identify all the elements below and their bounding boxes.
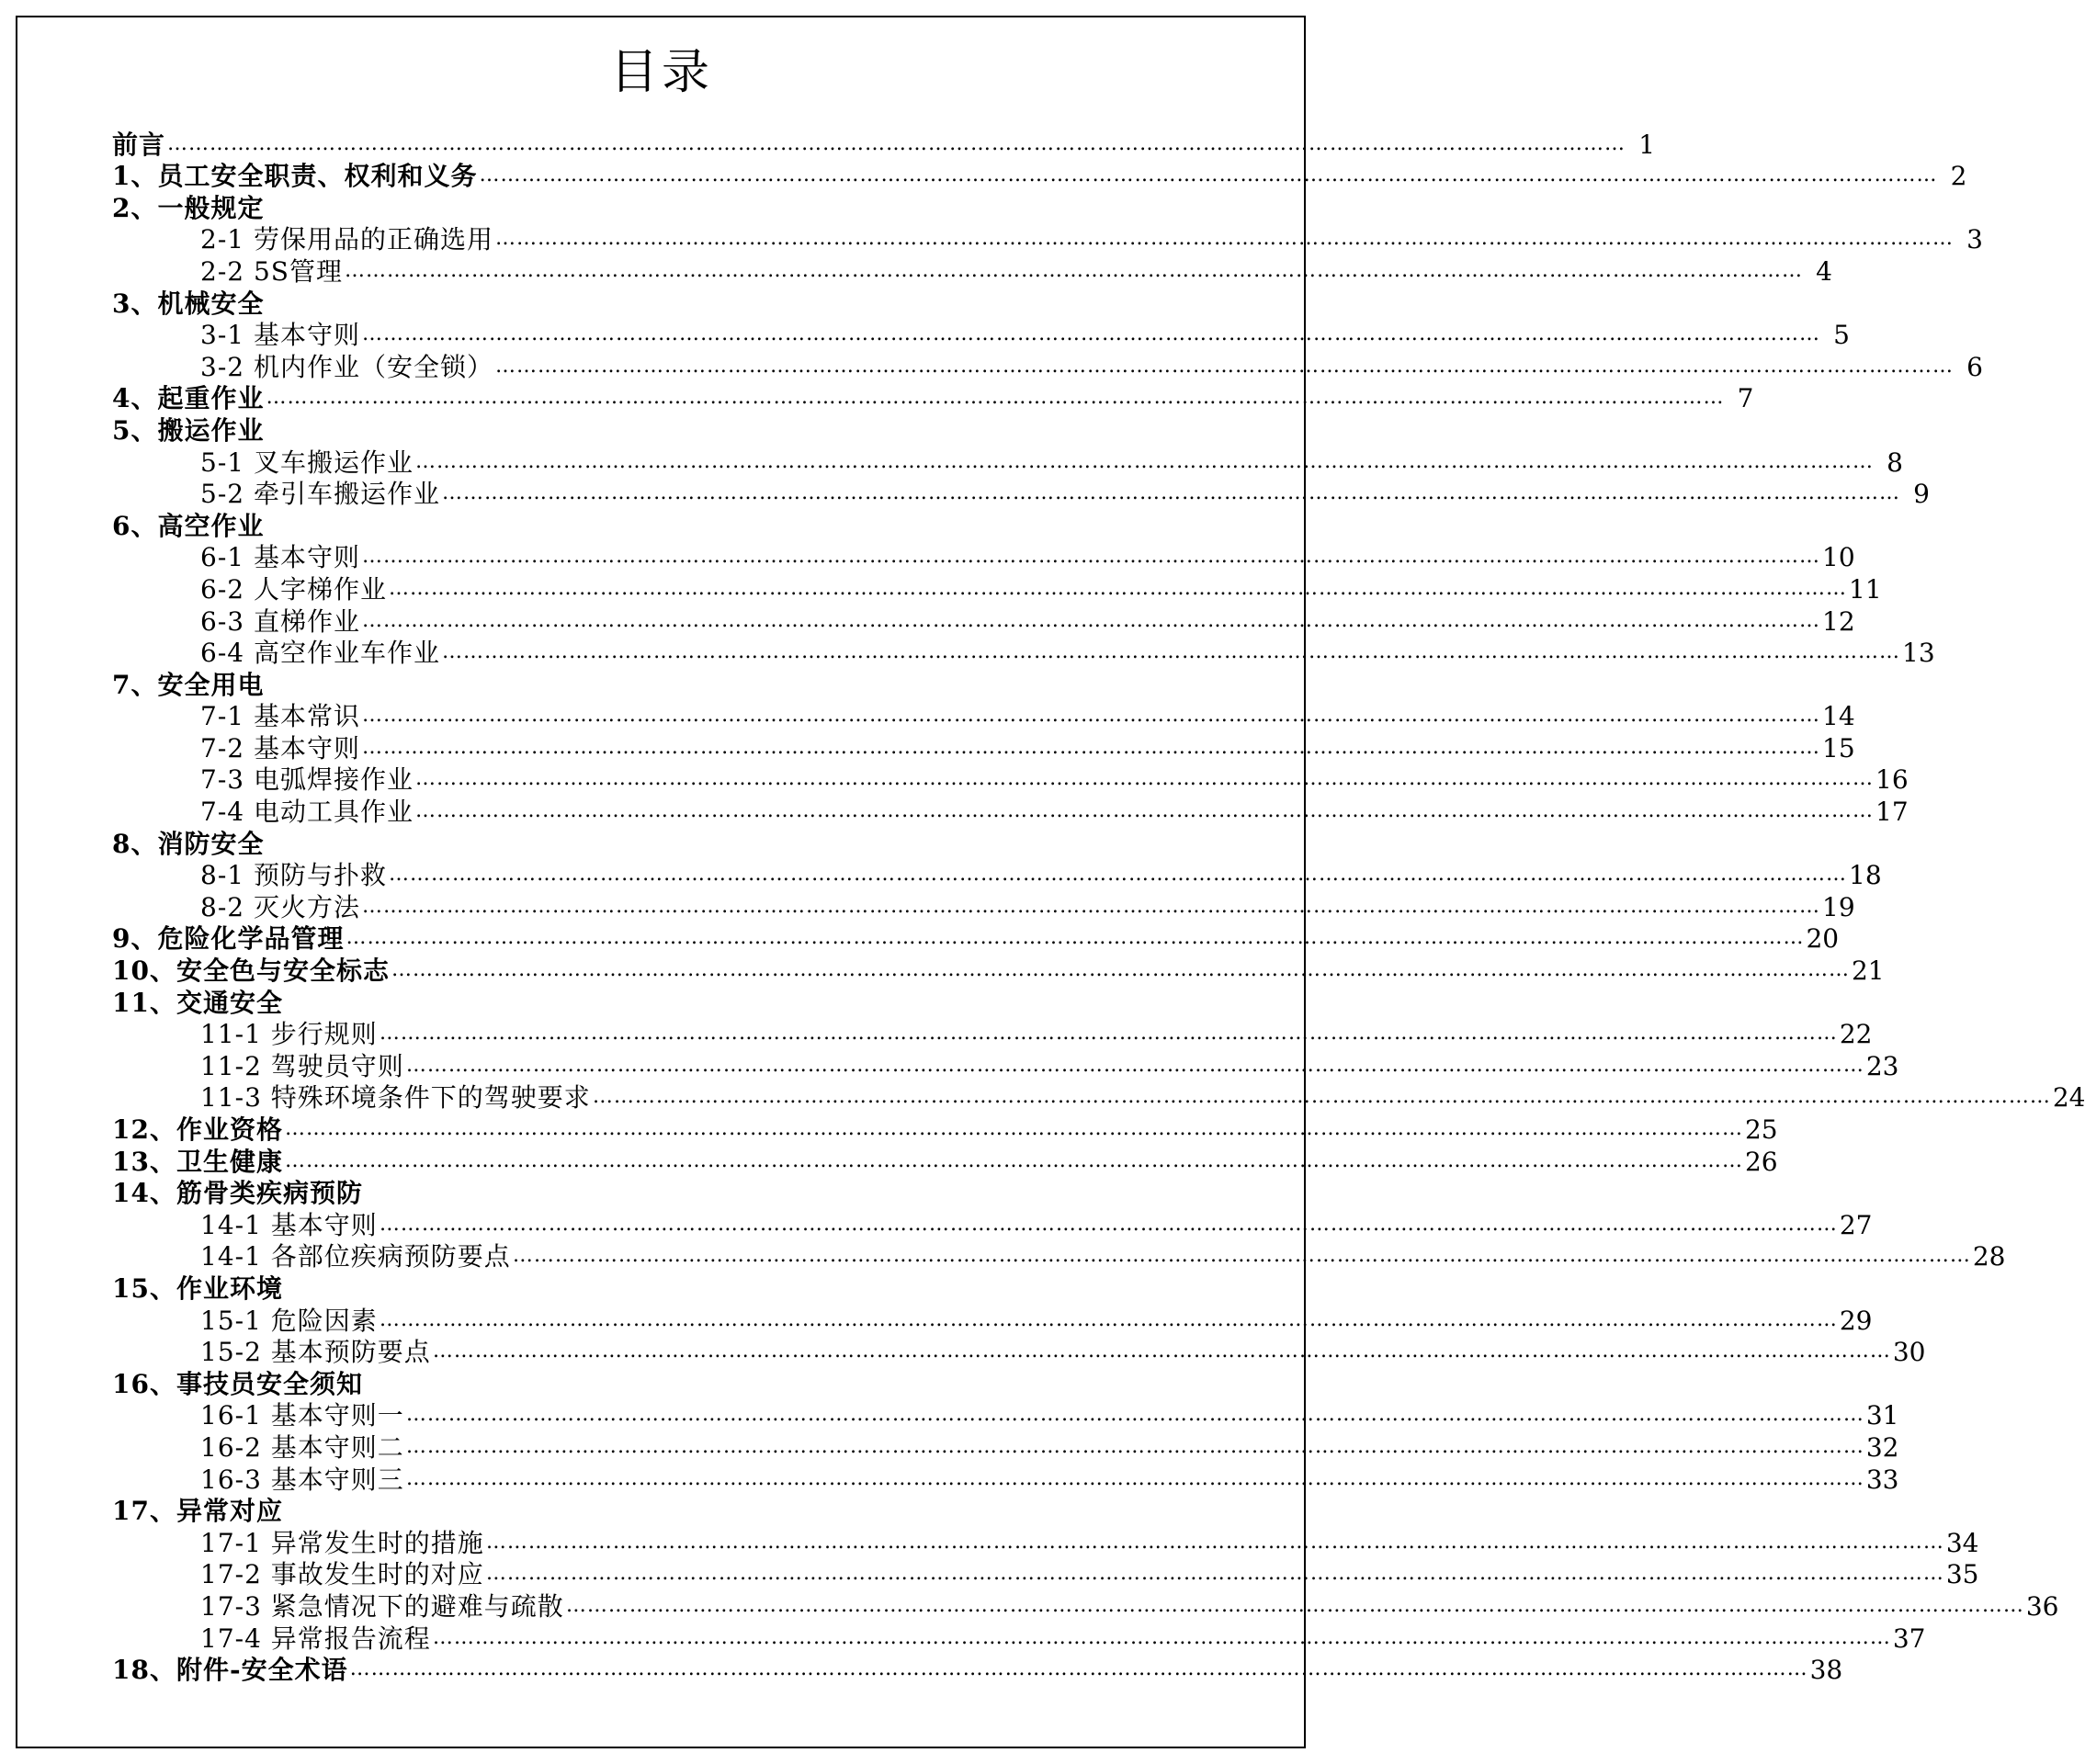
- toc-page-number: 9: [1913, 479, 1930, 510]
- toc-section-entry[interactable]: [112, 1623, 1926, 1655]
- toc-dot-leader: ………………………………………………………………………………………………………………………………………………………………………………………: [349, 1657, 1808, 1681]
- toc-entry-title: 11-1 步行规则: [200, 1019, 378, 1050]
- toc-entry-title: 8-1 预防与扑救: [200, 860, 387, 891]
- toc-page-number: 6: [1966, 351, 1983, 382]
- toc-page-number: 5: [1833, 320, 1850, 351]
- toc-section-entry[interactable]: [112, 1019, 1873, 1051]
- toc-page-number: 1: [1638, 129, 1656, 160]
- toc-page-number: 12: [1822, 605, 1855, 637]
- toc-section-entry[interactable]: [112, 1527, 1979, 1559]
- toc-chapter-entry[interactable]: [112, 1146, 1778, 1178]
- toc-entry-title: 11-2 驾驶员守则: [200, 1050, 404, 1081]
- toc-page-number: 33: [1865, 1464, 1899, 1495]
- toc-section-entry[interactable]: [112, 320, 1850, 352]
- toc-entry-title: 10、安全色与安全标志: [112, 956, 390, 987]
- toc-chapter-entry[interactable]: [112, 987, 1185, 1019]
- toc-section-entry[interactable]: [112, 605, 1855, 638]
- toc-section-entry[interactable]: [112, 1241, 2006, 1273]
- toc-section-entry[interactable]: [112, 573, 1882, 605]
- toc-page-number: 20: [1806, 923, 1840, 955]
- toc-page-number: 14: [1822, 701, 1855, 732]
- toc-page-number: 4: [1816, 255, 1832, 287]
- toc-entry-title: 7、安全用电: [112, 669, 265, 700]
- toc-entry-title: 17、异常对应: [112, 1496, 283, 1527]
- toc-entry-title: 6-3 直梯作业: [200, 605, 360, 637]
- toc-dot-leader: ………………………………………………………………………………………………………………………………………………………………………………………: [362, 704, 1820, 728]
- toc-section-entry[interactable]: [112, 255, 1832, 288]
- page-title: 目录: [609, 45, 713, 100]
- toc-page-number: 34: [1945, 1527, 1979, 1558]
- toc-page-number: 31: [1865, 1400, 1899, 1431]
- toc-dot-leader: ………………………………………………………………………………………………………………………………………………………………………………………: [345, 258, 1803, 282]
- toc-entry-title: 2-1 劳保用品的正确选用: [200, 224, 493, 255]
- toc-entry-title: 6-2 人字梯作业: [200, 573, 387, 605]
- toc-section-entry[interactable]: [112, 732, 1855, 764]
- toc-entry-title: 16-3 基本守则三: [200, 1464, 404, 1495]
- toc-chapter-entry[interactable]: [112, 828, 1185, 860]
- toc-dot-leader: ………………………………………………………………………………………………………………………………………………………………………………………: [389, 863, 1847, 887]
- toc-section-entry[interactable]: [112, 1337, 1926, 1369]
- toc-entry-title: 16-1 基本守则一: [200, 1400, 404, 1431]
- toc-entry-title: 7-3 电弧焊接作业: [200, 764, 414, 796]
- toc-entry-title: 5-1 叉车搬运作业: [200, 447, 414, 478]
- toc-entry-title: 1、员工安全职责、权利和义务: [112, 161, 478, 192]
- toc-entry-title: 2-2 5S管理: [200, 255, 343, 287]
- toc-entry-title: 6、高空作业: [112, 510, 265, 541]
- toc-entry-title: 5-2 牵引车搬运作业: [200, 479, 440, 510]
- toc-entry-title: 17-4 异常报告流程: [200, 1623, 431, 1654]
- toc-chapter-entry[interactable]: [112, 288, 1185, 320]
- toc-page-number: 11: [1849, 573, 1882, 605]
- toc-dot-leader: ………………………………………………………………………………………………………………………………………………………………………………………: [405, 1403, 1864, 1427]
- toc-dot-leader: ………………………………………………………………………………………………………………………………………………………………………………………: [391, 958, 1850, 982]
- toc-entry-title: 3-1 基本守则: [200, 320, 360, 351]
- toc-entry-title: 前言: [112, 129, 166, 160]
- toc-page-number: 32: [1865, 1431, 1899, 1463]
- toc-page-number: 16: [1875, 764, 1909, 796]
- toc-section-entry[interactable]: [112, 796, 1909, 828]
- toc-dot-leader: ………………………………………………………………………………………………………………………………………………………………………………………: [379, 1307, 1838, 1331]
- toc-entry-title: 3、机械安全: [112, 288, 265, 319]
- toc-dot-leader: ………………………………………………………………………………………………………………………………………………………………………………………: [362, 894, 1820, 918]
- toc-page-number: 23: [1865, 1050, 1899, 1081]
- toc-dot-leader: ………………………………………………………………………………………………………………………………………………………………………………………: [592, 1085, 2051, 1109]
- toc-entry-title: 15、作业环境: [112, 1272, 283, 1304]
- toc-dot-leader: ………………………………………………………………………………………………………………………………………………………………………………………: [415, 449, 1874, 473]
- toc-dot-leader: ………………………………………………………………………………………………………………………………………………………………………………………: [362, 735, 1820, 759]
- toc-page-number: 15: [1822, 732, 1855, 763]
- toc-dot-leader: ………………………………………………………………………………………………………………………………………………………………………………………: [495, 227, 1954, 251]
- toc-section-entry[interactable]: [112, 224, 1983, 256]
- toc-page-number: 35: [1945, 1559, 1979, 1590]
- toc-entry-title: 11、交通安全: [112, 987, 283, 1018]
- toc-entry-title: 2、一般规定: [112, 192, 265, 223]
- toc-page-number: 22: [1839, 1019, 1873, 1050]
- toc-section-entry[interactable]: [112, 479, 1930, 511]
- toc-dot-leader: ………………………………………………………………………………………………………………………………………………………………………………………: [284, 1148, 1743, 1172]
- toc-entry-title: 12、作业资格: [112, 1114, 283, 1145]
- toc-dot-leader: ………………………………………………………………………………………………………………………………………………………………………………………: [432, 1625, 1891, 1649]
- toc-dot-leader: ………………………………………………………………………………………………………………………………………………………………………………………: [389, 576, 1847, 600]
- toc-entry-title: 6-4 高空作业车作业: [200, 638, 440, 669]
- toc-page-number: 3: [1966, 224, 1983, 255]
- toc-entry-title: 5、搬运作业: [112, 414, 265, 446]
- toc-section-entry[interactable]: [112, 447, 1903, 479]
- toc-section-entry[interactable]: [112, 860, 1882, 892]
- toc-page-number: 10: [1822, 542, 1855, 573]
- toc-dot-leader: ………………………………………………………………………………………………………………………………………………………………………………………: [415, 767, 1874, 791]
- toc-entry-title: 17-2 事故发生时的对应: [200, 1559, 484, 1590]
- toc-entry-title: 18、附件-安全术语: [112, 1655, 348, 1686]
- toc-dot-leader: ………………………………………………………………………………………………………………………………………………………………………………………: [405, 1434, 1864, 1458]
- toc-page-number: 7: [1737, 383, 1754, 414]
- toc-entry-title: 13、卫生健康: [112, 1146, 283, 1177]
- toc-entry-title: 6-1 基本守则: [200, 542, 360, 573]
- toc-chapter-entry[interactable]: [112, 414, 1185, 447]
- toc-page-number: 8: [1887, 447, 1903, 478]
- toc-dot-leader: ………………………………………………………………………………………………………………………………………………………………………………………: [512, 1244, 1971, 1268]
- table-of-contents: [112, 129, 2085, 1686]
- toc-dot-leader: ………………………………………………………………………………………………………………………………………………………………………………………: [266, 386, 1725, 410]
- toc-chapter-entry[interactable]: [112, 161, 1967, 193]
- toc-section-entry[interactable]: [112, 351, 1983, 383]
- toc-page-number: 28: [1972, 1241, 2006, 1272]
- toc-page-number: 36: [2025, 1590, 2059, 1622]
- toc-page-number: 2: [1950, 161, 1967, 192]
- toc-entry-title: 4、起重作业: [112, 383, 265, 414]
- toc-section-entry[interactable]: [112, 1559, 1979, 1591]
- toc-section-entry[interactable]: [112, 638, 1935, 670]
- toc-dot-leader: ………………………………………………………………………………………………………………………………………………………………………………………: [432, 1340, 1891, 1363]
- toc-dot-leader: ………………………………………………………………………………………………………………………………………………………………………………………: [362, 545, 1820, 569]
- toc-page-number: 29: [1839, 1305, 1873, 1336]
- toc-chapter-entry[interactable]: [112, 1655, 1843, 1687]
- toc-page-number: 37: [1892, 1623, 1926, 1654]
- toc-chapter-entry[interactable]: [112, 1114, 1778, 1146]
- toc-chapter-entry[interactable]: [112, 955, 1885, 987]
- toc-page-number: 18: [1849, 860, 1882, 891]
- toc-dot-leader: ………………………………………………………………………………………………………………………………………………………………………………………: [362, 322, 1820, 346]
- toc-entry-title: 8-2 灭火方法: [200, 891, 360, 922]
- toc-dot-leader: ………………………………………………………………………………………………………………………………………………………………………………………: [565, 1593, 2024, 1617]
- toc-entry-title: 14、筋骨类疾病预防: [112, 1178, 363, 1209]
- toc-chapter-entry[interactable]: [112, 1368, 1185, 1400]
- toc-page-number: 25: [1744, 1114, 1778, 1145]
- toc-chapter-entry[interactable]: [112, 510, 1185, 542]
- toc-section-entry[interactable]: [112, 764, 1909, 797]
- toc-dot-leader: ………………………………………………………………………………………………………………………………………………………………………………………: [485, 1530, 1944, 1554]
- toc-page-number: 38: [1809, 1655, 1843, 1686]
- toc-section-entry[interactable]: [112, 542, 1855, 574]
- toc-section-entry[interactable]: [112, 1082, 2085, 1114]
- toc-entry-title: 15-2 基本预防要点: [200, 1337, 431, 1368]
- toc-dot-leader: ………………………………………………………………………………………………………………………………………………………………………………………: [284, 1117, 1743, 1140]
- toc-dot-leader: ………………………………………………………………………………………………………………………………………………………………………………………: [379, 1212, 1838, 1236]
- toc-page-number: 30: [1892, 1337, 1926, 1368]
- toc-section-entry[interactable]: [112, 1305, 1873, 1337]
- toc-page-number: 26: [1744, 1146, 1778, 1177]
- toc-page-number: 21: [1851, 956, 1885, 987]
- toc-chapter-entry[interactable]: [112, 1496, 1185, 1528]
- toc-dot-leader: ………………………………………………………………………………………………………………………………………………………………………………………: [362, 608, 1820, 632]
- toc-dot-leader: ………………………………………………………………………………………………………………………………………………………………………………………: [485, 1562, 1944, 1586]
- toc-entry-title: 9、危险化学品管理: [112, 923, 345, 955]
- toc-dot-leader: ………………………………………………………………………………………………………………………………………………………………………………………: [346, 926, 1805, 950]
- toc-page-number: 17: [1875, 797, 1909, 828]
- toc-dot-leader: ………………………………………………………………………………………………………………………………………………………………………………………: [479, 164, 1938, 187]
- toc-entry-title: 16-2 基本守则二: [200, 1431, 404, 1463]
- toc-entry-title: 8、消防安全: [112, 828, 265, 859]
- toc-chapter-entry[interactable]: [112, 129, 1656, 161]
- toc-section-entry[interactable]: [112, 1431, 1899, 1464]
- toc-section-entry[interactable]: [112, 891, 1855, 923]
- toc-section-entry[interactable]: [112, 701, 1855, 733]
- toc-dot-leader: ………………………………………………………………………………………………………………………………………………………………………………………: [442, 640, 1900, 664]
- toc-entry-title: 7-1 基本常识: [200, 701, 360, 732]
- toc-dot-leader: ………………………………………………………………………………………………………………………………………………………………………………………: [167, 131, 1626, 155]
- toc-section-entry[interactable]: [112, 1400, 1899, 1432]
- toc-chapter-entry[interactable]: [112, 1272, 1185, 1305]
- toc-dot-leader: ………………………………………………………………………………………………………………………………………………………………………………………: [415, 799, 1874, 823]
- toc-chapter-entry[interactable]: [112, 383, 1754, 415]
- toc-section-entry[interactable]: [112, 1464, 1899, 1496]
- toc-entry-title: 16、事技员安全须知: [112, 1368, 363, 1399]
- toc-section-entry[interactable]: [112, 1209, 1873, 1241]
- toc-chapter-entry[interactable]: [112, 1178, 1185, 1210]
- toc-page-number: 13: [1902, 638, 1935, 669]
- toc-chapter-entry[interactable]: [112, 669, 1185, 701]
- toc-entry-title: 11-3 特殊环境条件下的驾驶要求: [200, 1082, 591, 1114]
- toc-entry-title: 15-1 危险因素: [200, 1305, 378, 1336]
- toc-page-number: 19: [1822, 891, 1855, 922]
- toc-entry-title: 3-2 机内作业（安全锁）: [200, 351, 493, 382]
- toc-dot-leader: ………………………………………………………………………………………………………………………………………………………………………………………: [405, 1053, 1864, 1077]
- toc-chapter-entry[interactable]: [112, 923, 1840, 956]
- toc-chapter-entry[interactable]: [112, 192, 1185, 224]
- toc-section-entry[interactable]: [112, 1590, 2059, 1623]
- toc-entry-title: 14-1 基本守则: [200, 1209, 378, 1240]
- toc-entry-title: 7-2 基本守则: [200, 732, 360, 763]
- toc-dot-leader: ………………………………………………………………………………………………………………………………………………………………………………………: [379, 1022, 1838, 1046]
- toc-page-number: 27: [1839, 1209, 1873, 1240]
- toc-dot-leader: ………………………………………………………………………………………………………………………………………………………………………………………: [405, 1466, 1864, 1490]
- toc-section-entry[interactable]: [112, 1050, 1899, 1082]
- toc-dot-leader: ………………………………………………………………………………………………………………………………………………………………………………………: [442, 481, 1900, 505]
- toc-page-number: 24: [2052, 1082, 2085, 1114]
- toc-entry-title: 14-1 各部位疾病预防要点: [200, 1241, 511, 1272]
- toc-entry-title: 17-3 紧急情况下的避难与疏散: [200, 1590, 564, 1622]
- toc-dot-leader: ………………………………………………………………………………………………………………………………………………………………………………………: [495, 354, 1954, 378]
- toc-entry-title: 17-1 异常发生时的措施: [200, 1527, 484, 1558]
- toc-entry-title: 7-4 电动工具作业: [200, 797, 414, 828]
